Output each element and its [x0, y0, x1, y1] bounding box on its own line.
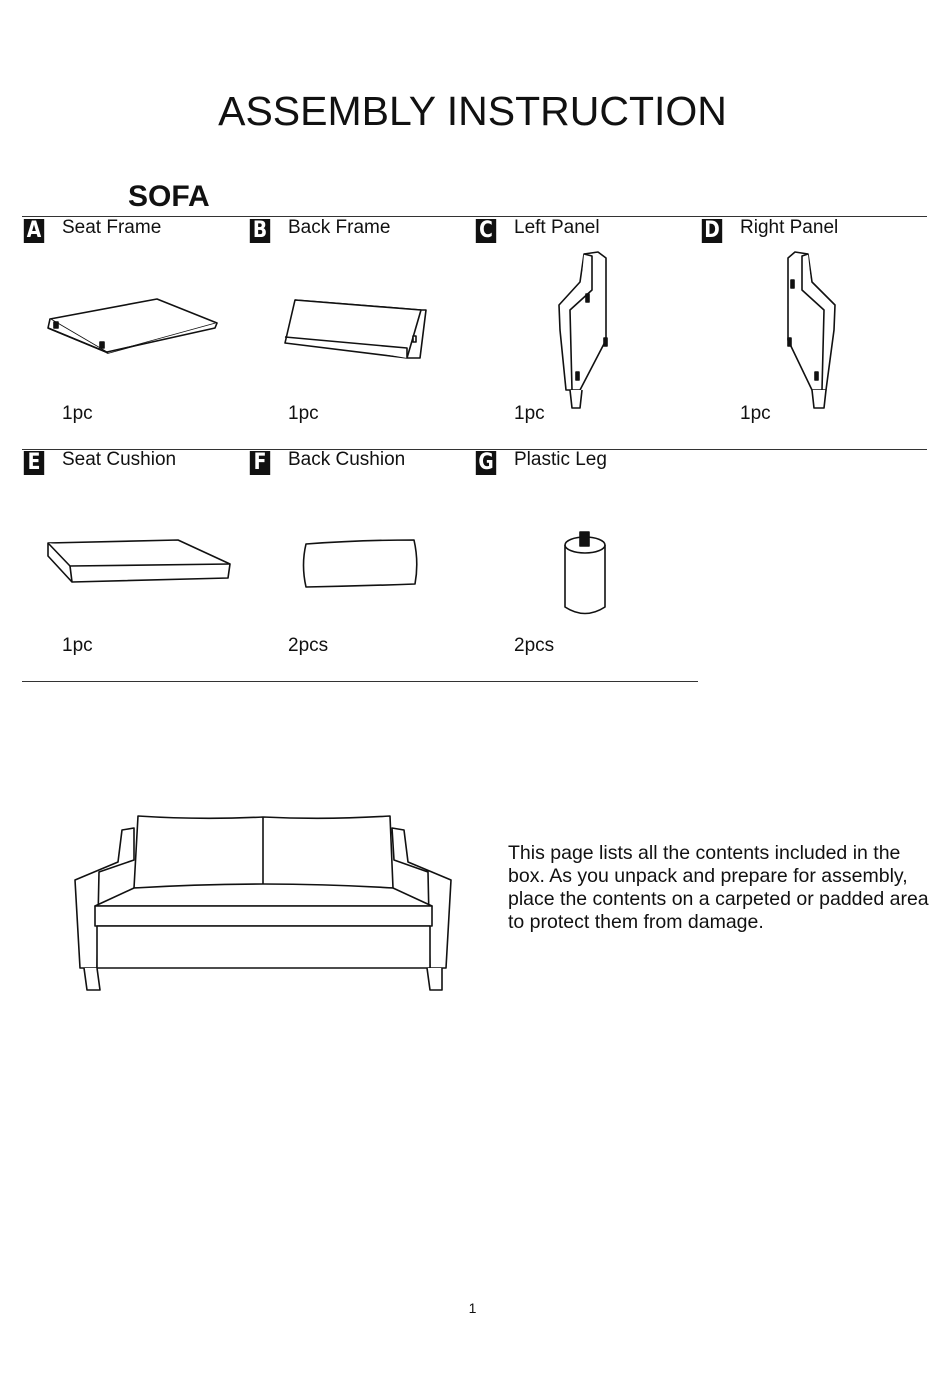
assembled-sofa-illustration: [0, 0, 1, 1]
divider: [22, 681, 698, 682]
part-quantity: 1pc: [740, 403, 771, 424]
part-letter-badge: D: [702, 219, 722, 243]
part-letter-badge: F: [250, 451, 270, 475]
part-quantity: 1pc: [62, 403, 93, 424]
section-heading: SOFA: [128, 180, 210, 213]
part-letter-badge: B: [250, 219, 270, 243]
part-name: Seat Cushion: [62, 449, 177, 470]
part-name: Back Frame: [288, 217, 391, 238]
part-name: Left Panel: [514, 217, 600, 238]
part-quantity: 1pc: [514, 403, 545, 424]
part-name: Back Cushion: [288, 449, 406, 470]
part-quantity: 1pc: [288, 403, 319, 424]
page-title: ASSEMBLY INSTRUCTION: [218, 88, 727, 134]
part-name: Plastic Leg: [514, 449, 607, 470]
part-letter-badge: A: [24, 219, 44, 243]
page-number: 1: [468, 1300, 477, 1316]
part-letter-badge: C: [476, 219, 496, 243]
part-quantity: 1pc: [62, 635, 93, 656]
part-name: Seat Frame: [62, 217, 162, 238]
part-letter-badge: E: [24, 451, 44, 475]
part-name: Right Panel: [740, 217, 839, 238]
part-quantity: 2pcs: [288, 635, 329, 656]
part-quantity: 2pcs: [514, 635, 555, 656]
contents-description: This page lists all the contents included in the box. As you unpack and prepare for assembly, place the contents on a carpeted or padded area to protect them from damage.: [508, 842, 929, 933]
part-letter-badge: G: [476, 451, 496, 475]
